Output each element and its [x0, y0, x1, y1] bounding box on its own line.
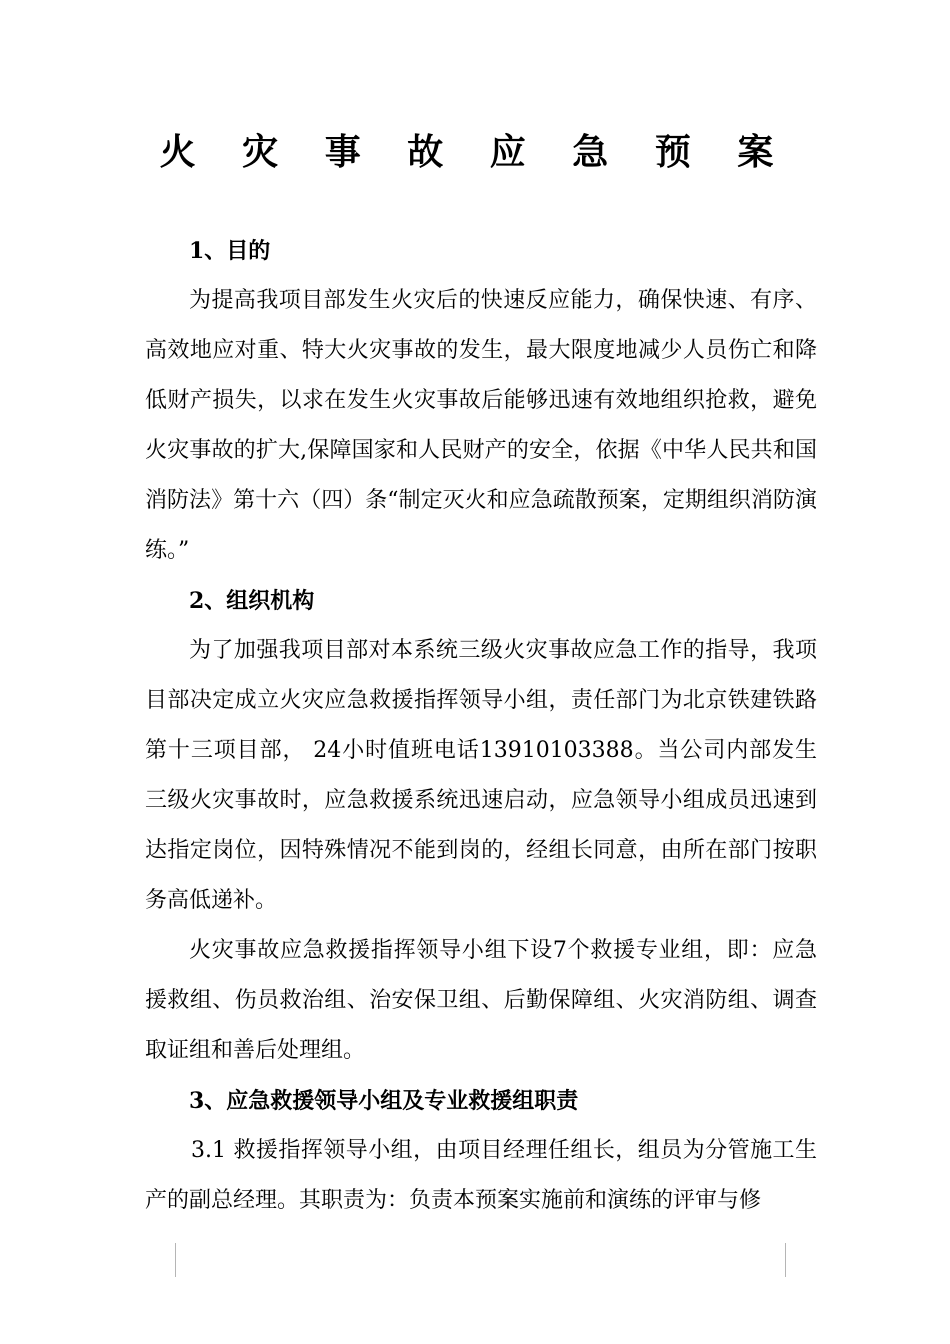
paragraph-responsibilities-3-1: 3.1 救援指挥领导小组，由项目经理任组长，组员为分管施工生产的副总经理。其职责为：负责本预案实施前和演练的评审与修 [145, 1138, 817, 1213]
paragraph-organization-1: 为了加强我项目部对本系统三级火灾事故应急工作的指导，我项目部决定成立火灾应急救援指挥领导小组，责任部门为北京铁建铁路第十三项目部， 24小时值班电话13910103388。当公司内部发生三级火灾事故时，应急救援系统迅速启动，应急领导小组成员迅速到达指定岗位，因特殊情况不能到岗的，经组长同意，由所在部门按职务高低递补。 [145, 638, 817, 913]
section-heading-purpose: 1、目的 [189, 238, 271, 264]
section-heading-organization: 2、组织机构 [189, 588, 315, 614]
margin-crop-mark-right [785, 1243, 786, 1277]
section-heading-responsibilities: 3、应急救援领导小组及专业救援组职责 [189, 1088, 579, 1114]
paragraph-organization-2: 火灾事故应急救援指挥领导小组下设7个救援专业组，即：应急援救组、伤员救治组、治安保卫组、后勤保障组、火灾消防组、调查取证组和善后处理组。 [145, 938, 817, 1063]
margin-crop-mark-left [175, 1243, 176, 1277]
document-body [145, 226, 817, 1226]
paragraph-purpose: 为提高我项目部发生火灾后的快速反应能力，确保快速、有序、高效地应对重、特大火灾事故的发生，最大限度地减少人员伤亡和降低财产损失，以求在发生火灾事故后能够迅速有效地组织抢救，避免火灾事故的扩大,保障国家和人民财产的安全，依据《中华人民共和国消防法》第十六（四）条“制定灭火和应急疏散预案，定期组织消防演练。” [145, 288, 817, 563]
document-title: 火 灾 事 故 应 急 预 案 [159, 131, 791, 173]
